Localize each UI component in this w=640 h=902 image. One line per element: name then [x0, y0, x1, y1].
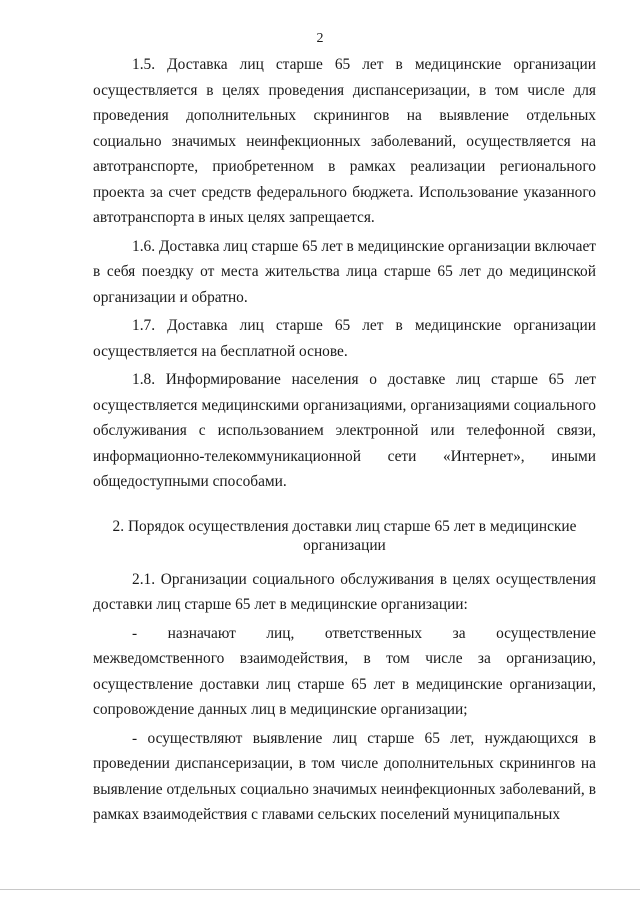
page-number: 2	[316, 31, 324, 46]
list-item-identify-persons: - осуществляют выявление лиц старше 65 лет, нуждающихся в проведении диспансеризации, в том числе дополнительных скринингов на выявление отдельных социально значимых неинфекционных заболеваний, в рамках взаимодействия с главами сельских поселений муниципальных	[93, 729, 596, 823]
paragraph-1-6: 1.6. Доставка лиц старше 65 лет в медицинские организации включает в себя поездку от места жительства лица старше 65 лет до медицинской организации и обратно.	[93, 237, 596, 306]
paragraph-1-5: 1.5. Доставка лиц старше 65 лет в медицинские организации осуществляется в целях проведения диспансеризации, в том числе для проведения дополнительных скринингов на выявление отдельных социально значимых неинфекционных заболеваний, осуществляется на автотранспорте, приобретенном в рамках реализации регионального проекта за счет средств федерального бюджета. Использование указанного автотранспорта в иных целях запрещается.	[93, 56, 596, 226]
document-body	[93, 52, 596, 828]
section-heading	[93, 517, 596, 555]
paragraph-1-7: 1.7. Доставка лиц старше 65 лет в медицинские организации осуществляется на бесплатной основе.	[93, 317, 596, 360]
scan-edge-line	[0, 889, 640, 890]
paragraph-1-8: 1.8. Информирование населения о доставке лиц старше 65 лет осуществляется медицинскими организациями, организациями социального обслуживания с использованием электронной или телефонной связи, информационно-телекоммуникационной сети «Интернет», иными общедоступными способами.	[93, 371, 596, 490]
paragraph-2-1: 2.1. Организации социального обслуживания в целях осуществления доставки лиц старше 65 лет в медицинские организации:	[93, 570, 596, 613]
section-heading-line-1: 2. Порядок осуществления доставки лиц старше 65 лет в медицинские	[112, 517, 577, 535]
section-heading-line-2: организации	[303, 536, 386, 554]
list-item-appoint-responsible: - назначают лиц, ответственных за осуществление межведомственного взаимодействия, в том числе за организацию, осуществление доставки лиц старше 65 лет в медицинские организации, сопровождение данных лиц в медицинские организации;	[93, 624, 596, 718]
